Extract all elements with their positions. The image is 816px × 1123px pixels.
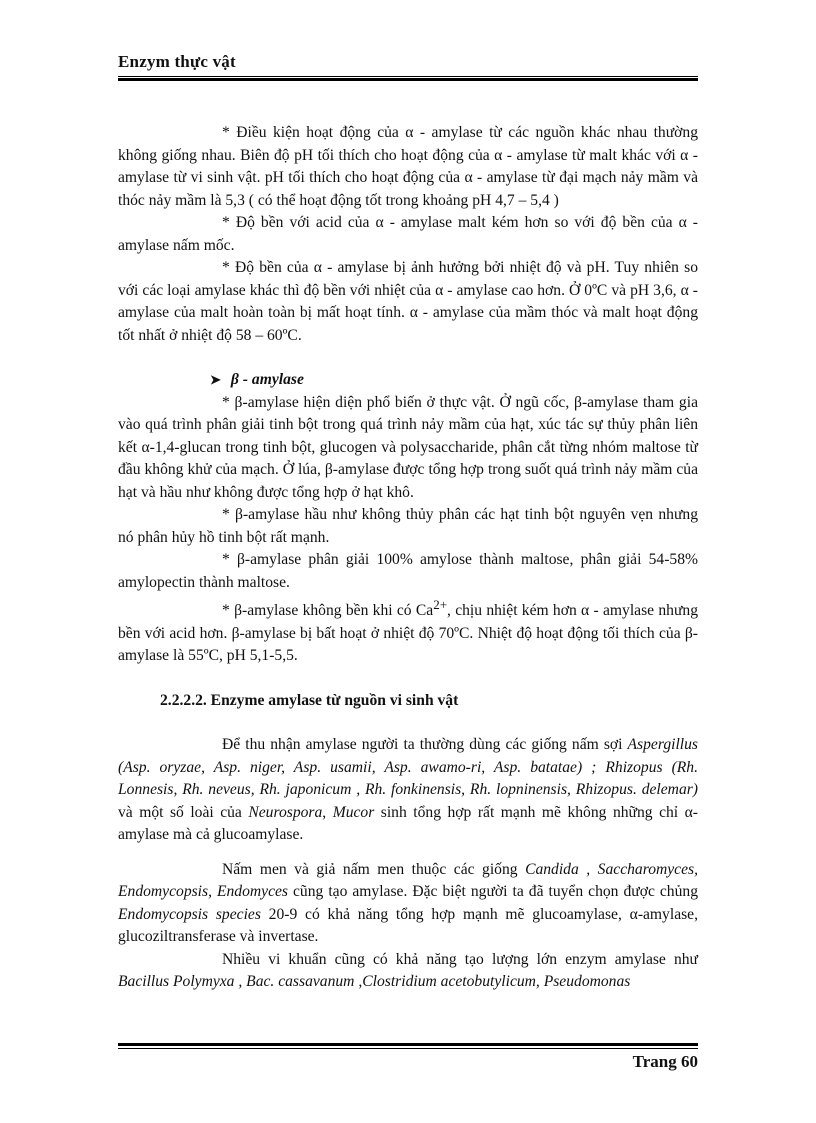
yeast-species: Endomycopsis species (118, 905, 261, 923)
arrow-bullet-icon: ➤ (210, 372, 221, 387)
beta-heading-text: - amylase (238, 371, 304, 388)
fungi-text-a: Để thu nhận amylase người ta thường dùng các giống nấm sợi (222, 736, 628, 754)
micro-paragraph-bacteria (118, 949, 698, 994)
yeast-text-a: Nấm men và giả nấm men thuộc các giống (222, 860, 526, 878)
header-rule-thin (118, 76, 698, 77)
bacteria-species: Bacillus Polymyxa , Bac. cassavanum ,Clostridium acetobutylicum, Pseudomonas (118, 973, 631, 991)
alpha-paragraph-heat-stability: * Độ bền của α - amylase bị ảnh hưởng bởi nhiệt độ và pH. Tuy nhiên so với các loại amylase khác thì độ bền với nhiệt của α - amylase cao hơn. Ở 0ºC và pH 3,6, α - amylase của malt hoàn toàn bị mất hoạt tính. α - amylase của mầm thóc và malt hoạt động tốt nhất ở nhiệt độ 58 – 60ºC. (118, 259, 698, 344)
yeast-genera: Candida , Saccharomyces, Endomycopsis, Endomyces (118, 860, 698, 901)
alpha-paragraph-conditions: * Điều kiện hoạt động của α - amylase từ các nguồn khác nhau thường không giống nhau. Biên độ pH tối thích cho hoạt động của α - amylase từ malt khác với α - amylase từ vi sinh vật. pH tối thích cho hoạt động của α - amylase từ đại mạch nảy mầm và thóc nảy mầm là 5,3 ( có thể hoạt động tốt trong khoảng pH 4,7 – 5,4 ) (118, 124, 698, 209)
fungi-text-d: sinh tổng hợp rất mạnh mẽ không những chỉ α-amylase mà cả glucoamylase. (118, 803, 698, 844)
genus-neurospora: Neurospora (248, 803, 323, 821)
spacer (118, 347, 698, 369)
beta-amylase-heading (118, 369, 698, 392)
micro-paragraph-yeast (118, 859, 698, 949)
footer-rule-thin (118, 1048, 698, 1049)
genus-mucor: Mucor (332, 803, 375, 821)
bacteria-text-a: Nhiều vi khuẩn cũng có khả năng tạo lượng lớn enzym amylase như (222, 950, 698, 968)
spacer (118, 712, 698, 734)
page-body (118, 122, 698, 994)
alpha-paragraph-acid-stability: * Độ bền với acid của α - amylase malt kém hơn so với độ bền của α - amylase nấm mốc. (118, 214, 698, 254)
beta-paragraph-stability (118, 594, 698, 668)
page-number: Trang 60 (632, 1052, 698, 1071)
running-header: Enzym thực vật (118, 52, 236, 71)
spacer (118, 847, 698, 859)
beta-stability-text-b: , chịu nhiệt kém hơn α - amylase nhưng bền với acid hơn. β-amylase bị bất hoạt ở nhiệt độ 70ºC. Nhiệt độ hoạt động tối thích của β-amylase là 55ºC, pH 5,1-5,5. (118, 602, 698, 665)
fungi-species-list: Aspergillus (Asp. oryzae, Asp. niger, Asp. usamii, Asp. awamo-ri, Asp. batatae) ; Rhizopus (Rh. Lonnesis, Rh. neveus, Rh. japonicum , Rh. fonkinensis, Rh. lopninensis, Rhizopus. delemar) (118, 736, 698, 799)
spacer (118, 668, 698, 690)
header-rule-thick (118, 78, 698, 81)
beta-paragraph-hydrolysis: * β-amylase phân giải 100% amylose thành maltose, phân giải 54-58% amylopectin thành maltose. (118, 551, 698, 591)
footer-rule-thick (118, 1043, 698, 1046)
beta-symbol: β (230, 371, 239, 388)
yeast-text-c: 20-9 có khả năng tổng hợp mạnh mẽ glucoamylase, α-amylase, glucoziltransferase và invertase. (118, 905, 698, 946)
fungi-text-b: và một số loài của (118, 803, 249, 821)
beta-paragraph-occurrence: * β-amylase hiện diện phổ biến ở thực vật. Ở ngũ cốc, β-amylase tham gia vào quá trình phân giải tinh bột trong quá trình nảy mầm của hạt, xúc tác sự thủy phân liên kết α-1,4-glucan trong tinh bột, glucogen và polysaccharide, phân cắt từng nhóm maltose từ đầu không khử của mạch. Ở lúa, β-amylase được tổng hợp trong suốt quá trình nảy mầm của hạt và hầu như không được tổng hợp ở hạt khô. (118, 393, 698, 501)
calcium-charge: 2+ (433, 597, 448, 612)
beta-stability-text-a: * β-amylase không bền khi có Ca (222, 602, 434, 620)
beta-paragraph-starch: * β-amylase hầu như không thủy phân các hạt tinh bột nguyên vẹn nhưng nó phân hủy hồ tinh bột rất mạnh. (118, 506, 698, 546)
section-heading-microbial: 2.2.2.2. Enzyme amylase từ nguồn vi sinh vật (160, 691, 459, 709)
fungi-text-c: , (322, 803, 333, 821)
yeast-text-b: cũng tạo amylase. Đặc biệt người ta đã tuyển chọn được chủng (288, 883, 698, 901)
micro-paragraph-fungi (118, 734, 698, 847)
